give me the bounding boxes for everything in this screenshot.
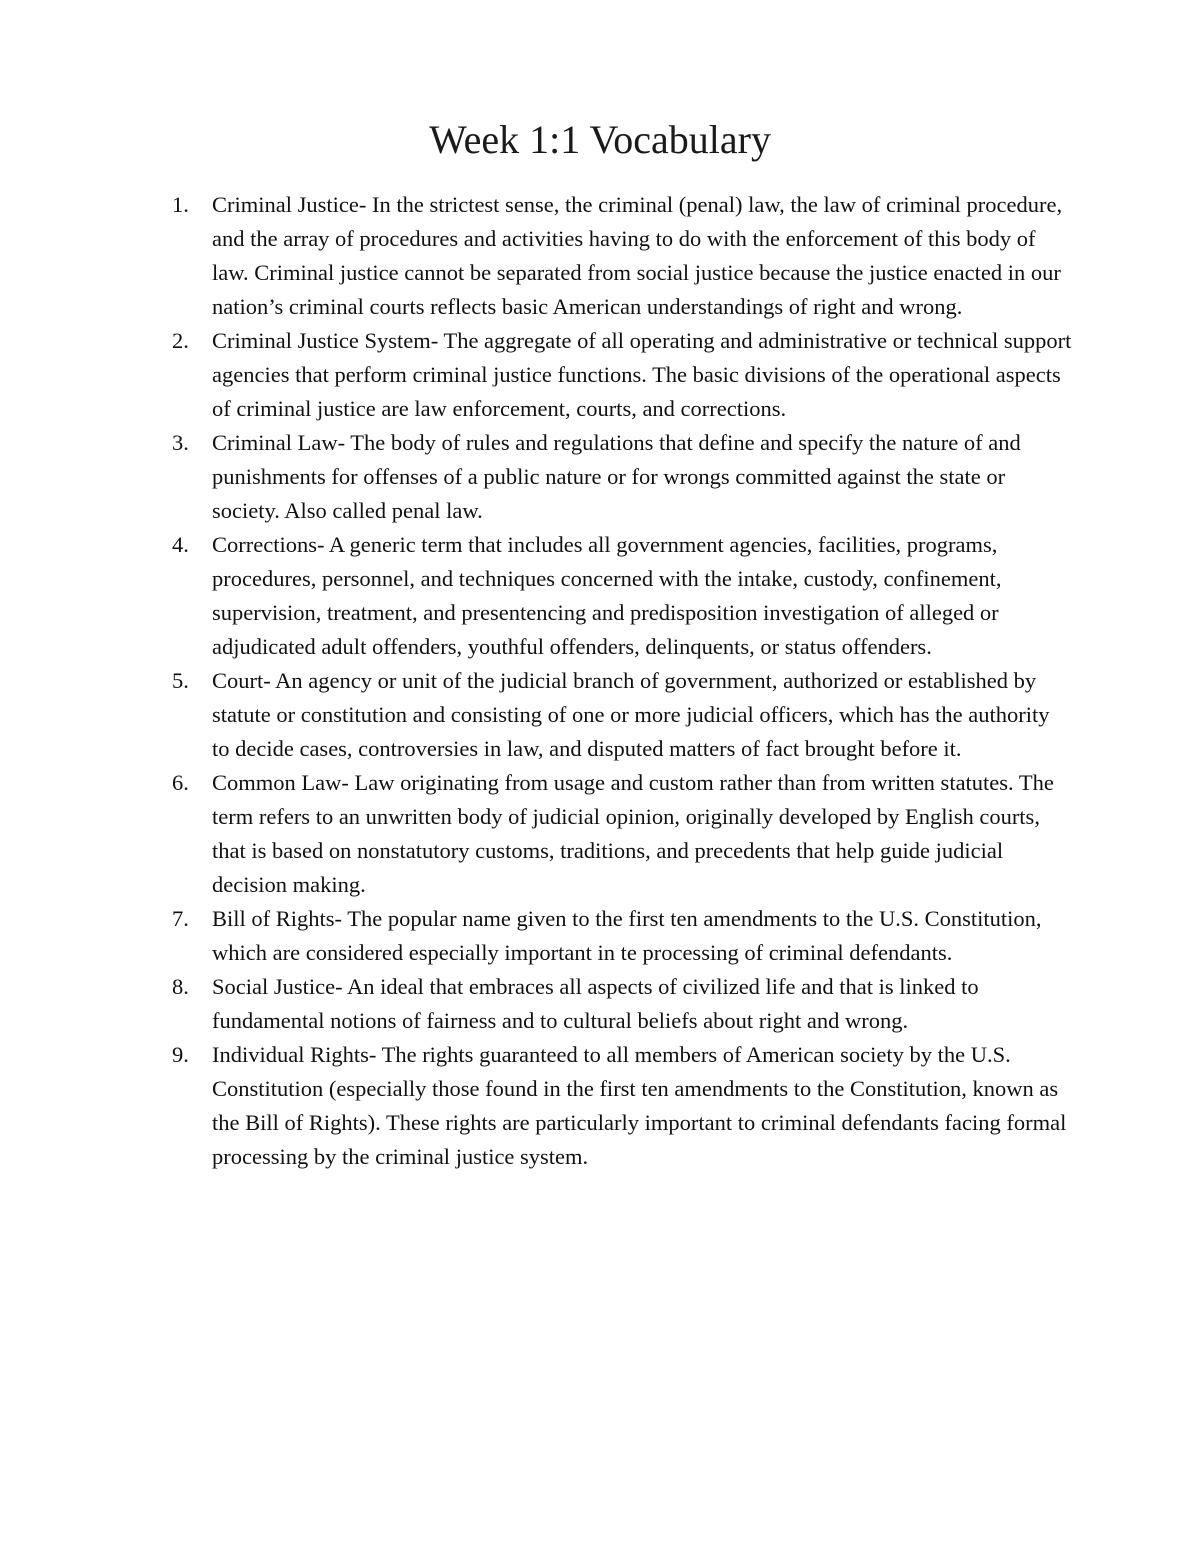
- item-number: 6.: [172, 770, 189, 795]
- item-definition: Corrections- A generic term that includes all government agencies, facilities, programs, procedures, personnel, and techniques concerned with the intake, custody, confinement, supervision, treatment, and presentencing and predisposition investigation of alleged or adjudicated adult offenders, youthful offenders, delinquents, or status offenders.: [212, 532, 1002, 659]
- vocabulary-item: [0, 664, 1072, 766]
- item-number: 9.: [172, 1042, 189, 1067]
- vocabulary-item: [0, 188, 1072, 324]
- item-number: 4.: [172, 532, 189, 557]
- item-definition: Bill of Rights- The popular name given to the first ten amendments to the U.S. Constitution, which are considered especially important in te processing of criminal defendants.: [212, 906, 1042, 965]
- item-definition: Common Law- Law originating from usage and custom rather than from written statutes. The term refers to an unwritten body of judicial opinion, originally developed by English courts, that is based on nonstatutory customs, traditions, and precedents that help guide judicial decision making.: [212, 770, 1054, 897]
- vocabulary-item: [0, 426, 1072, 528]
- item-number: 8.: [172, 974, 189, 999]
- vocabulary-item: [0, 324, 1072, 426]
- item-definition: Criminal Justice- In the strictest sense, the criminal (penal) law, the law of criminal procedure, and the array of procedures and activities having to do with the enforcement of this body of law. Criminal justice cannot be separated from social justice because the justice enacted in our nation’s criminal courts reflects basic American understandings of right and wrong.: [212, 192, 1063, 319]
- vocabulary-item: [0, 1038, 1072, 1174]
- vocabulary-item: [0, 902, 1072, 970]
- document-title: Week 1:1 Vocabulary: [429, 117, 771, 162]
- item-number: 5.: [172, 668, 189, 693]
- item-definition: Social Justice- An ideal that embraces all aspects of civilized life and that is linked to fundamental notions of fairness and to cultural beliefs about right and wrong.: [212, 974, 979, 1033]
- item-definition: Individual Rights- The rights guaranteed to all members of American society by the U.S. Constitution (especially those found in the first ten amendments to the Constitution, known as the Bill of Rights). These rights are particularly important to criminal defendants facing formal processing by the criminal justice system.: [212, 1042, 1067, 1169]
- vocabulary-item: [0, 766, 1072, 902]
- vocabulary-item: [0, 528, 1072, 664]
- vocabulary-list: [0, 188, 1072, 1174]
- item-definition: Criminal Law- The body of rules and regulations that define and specify the nature of and punishments for offenses of a public nature or for wrongs committed against the state or society. Also called penal law.: [212, 430, 1021, 523]
- item-number: 1.: [172, 192, 189, 217]
- item-definition: Criminal Justice System- The aggregate of all operating and administrative or technical support agencies that perform criminal justice functions. The basic divisions of the operational aspects of criminal justice are law enforcement, courts, and corrections.: [212, 328, 1072, 421]
- item-number: 2.: [172, 328, 189, 353]
- item-definition: Court- An agency or unit of the judicial branch of government, authorized or established by statute or constitution and consisting of one or more judicial officers, which has the authority to decide cases, controversies in law, and disputed matters of fact brought before it.: [212, 668, 1050, 761]
- item-number: 7.: [172, 906, 189, 931]
- item-number: 3.: [172, 430, 189, 455]
- vocabulary-item: [0, 970, 1072, 1038]
